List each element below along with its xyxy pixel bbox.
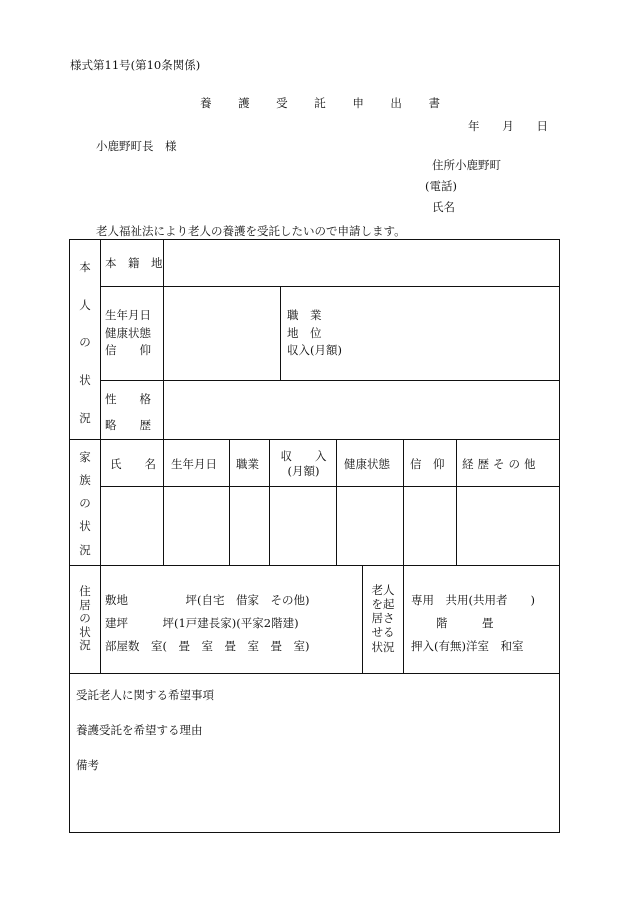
family-header-health: 健康状態 xyxy=(344,457,390,471)
personality-label: 性 格 xyxy=(105,392,151,406)
date-month: 月 xyxy=(502,119,514,133)
occupation-position-income-labels xyxy=(287,310,342,357)
document-title xyxy=(200,98,440,110)
label-column-divider xyxy=(100,240,101,673)
family-header-income: 収 入 (月額) xyxy=(280,449,327,478)
family-section-label: 家 族 の 状 況 xyxy=(79,450,91,557)
health-label: 健康状態 xyxy=(105,325,151,340)
remarks-field[interactable] xyxy=(71,674,559,832)
date-year: 年 xyxy=(468,119,480,133)
application-statement: 老人福祉法により老人の養護を受託したいので申請します。 xyxy=(96,224,406,238)
birth-health-faith-field[interactable] xyxy=(164,287,280,380)
elder-living-label: 老人 を起 居さ せる 状況 xyxy=(371,583,395,654)
faith-label: 信 仰 xyxy=(105,343,151,357)
history-label: 略 歴 xyxy=(105,417,151,432)
title-char: 申 xyxy=(352,96,364,110)
elder-floor-mat[interactable]: 階 畳 xyxy=(436,616,494,630)
personality-history-labels xyxy=(105,394,151,431)
section-divider xyxy=(70,565,560,566)
family-header-history: 経歴その他 xyxy=(462,457,540,471)
title-char: 託 xyxy=(314,96,326,110)
notes-label: 備考 xyxy=(76,758,99,772)
position-label: 地 位 xyxy=(287,325,322,340)
col-divider xyxy=(280,286,281,380)
income-label: 収入(月額) xyxy=(287,343,342,357)
col-divider xyxy=(403,565,404,673)
personality-history-field[interactable] xyxy=(164,381,559,439)
residence-rooms[interactable]: 部屋数 室( 畳 室 畳 室 畳 室) xyxy=(105,639,310,653)
family-name-field[interactable] xyxy=(101,487,163,565)
section-divider xyxy=(70,439,560,440)
family-faith-field[interactable] xyxy=(404,487,456,565)
family-header-name: 氏 名 xyxy=(110,457,156,471)
title-char: 受 xyxy=(276,96,288,110)
family-birth-field[interactable] xyxy=(164,487,229,565)
elder-closet-rooms[interactable]: 押入(有無)洋室 和室 xyxy=(411,639,524,653)
family-header-job: 職業 xyxy=(236,457,259,471)
wishes-label: 受託老人に関する希望事項 xyxy=(76,688,214,702)
family-job-field[interactable] xyxy=(230,487,269,565)
title-char: 出 xyxy=(390,96,402,110)
reason-label: 養護受託を希望する理由 xyxy=(76,723,203,737)
residence-site[interactable]: 敷地 坪(自宅 借家 その他) xyxy=(105,593,310,607)
form-number: 様式第11号(第10条関係) xyxy=(70,58,201,72)
domicile-label: 本 籍 地 xyxy=(105,256,163,270)
domicile-field[interactable] xyxy=(164,241,559,286)
application-form-table xyxy=(69,239,560,833)
residence-building[interactable]: 建坪 坪(1戸建長家)(平家2階建) xyxy=(105,616,299,630)
family-header-birth: 生年月日 xyxy=(171,457,217,471)
birth-health-faith-labels xyxy=(105,310,151,357)
applicant-address[interactable]: 住所小鹿野町 xyxy=(432,158,501,172)
family-history-field[interactable] xyxy=(457,487,559,565)
occupation-label: 職 業 xyxy=(287,308,322,322)
self-section-label: 本 人 の 状 況 xyxy=(79,260,91,425)
family-income-field[interactable] xyxy=(270,487,336,565)
family-header-faith: 信 仰 xyxy=(410,457,445,471)
title-char: 養 xyxy=(200,96,212,110)
residence-section-label: 住 居 の 状 況 xyxy=(79,584,91,653)
applicant-phone[interactable]: (電話) xyxy=(425,179,457,193)
title-char: 書 xyxy=(428,96,440,110)
date-line[interactable] xyxy=(468,121,548,133)
applicant-name[interactable]: 氏名 xyxy=(432,200,455,214)
family-health-field[interactable] xyxy=(337,487,403,565)
addressee: 小鹿野町長 様 xyxy=(96,139,177,153)
elder-private-shared[interactable]: 専用 共用(共用者 ) xyxy=(411,593,535,607)
title-char: 護 xyxy=(238,96,250,110)
date-day: 日 xyxy=(536,119,548,133)
birth-label: 生年月日 xyxy=(105,308,151,322)
